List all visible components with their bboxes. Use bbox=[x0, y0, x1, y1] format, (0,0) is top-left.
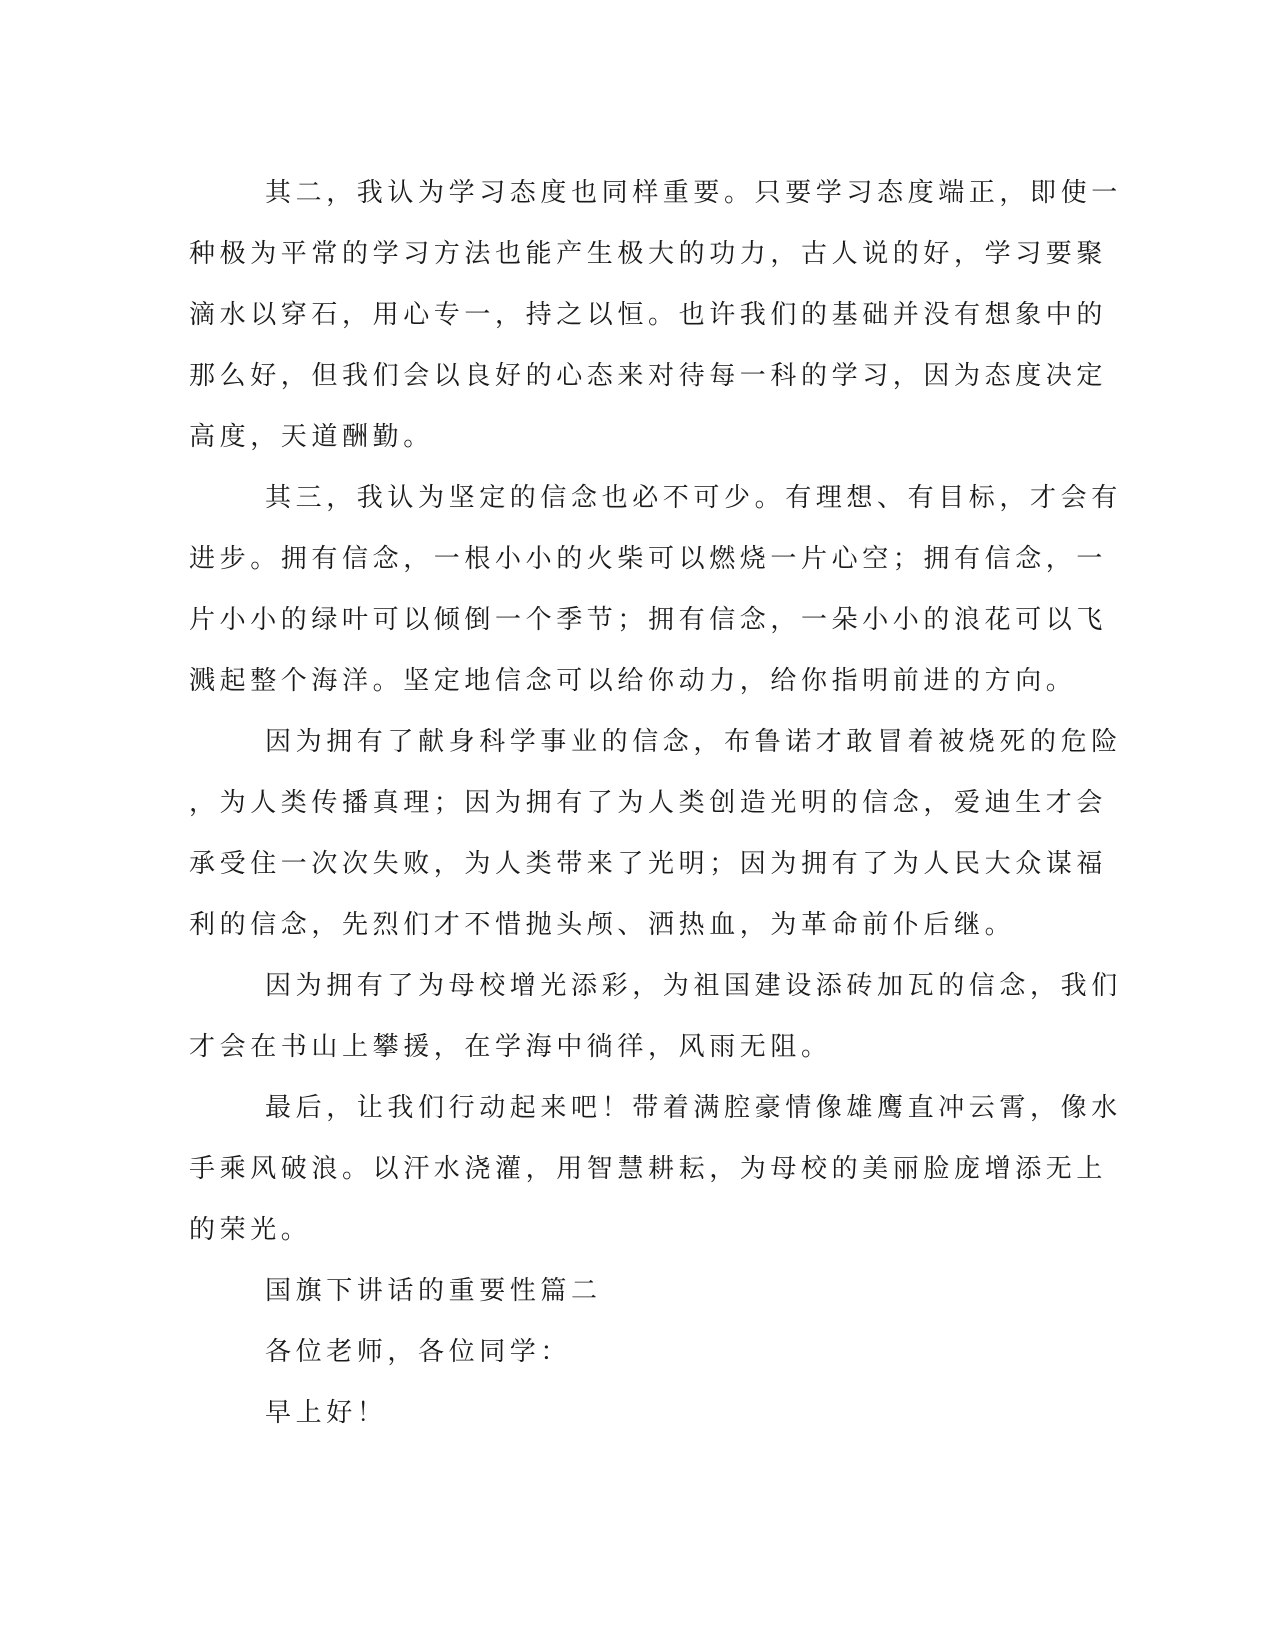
document-body bbox=[189, 163, 1122, 1444]
paragraph-line: 因为拥有了为母校增光添彩，为祖国建设添砖加瓦的信念，我们 bbox=[265, 971, 1122, 1001]
paragraph-line: 利的信念，先烈们才不惜抛头颅、洒热血，为革命前仆后继。 bbox=[189, 910, 1016, 940]
paragraph-line: 其二，我认为学习态度也同样重要。只要学习态度端正，即使一 bbox=[265, 178, 1122, 208]
paragraph-line: ，为人类传播真理；因为拥有了为人类创造光明的信念，爱迪生才会 bbox=[189, 788, 1108, 818]
section-heading: 国旗下讲话的重要性篇二 bbox=[265, 1276, 602, 1306]
paragraph-line: 手乘风破浪。以汗水浇灌，用智慧耕耘，为母校的美丽脸庞增添无上 bbox=[189, 1154, 1108, 1184]
paragraph-line: 片小小的绿叶可以倾倒一个季节；拥有信念，一朵小小的浪花可以飞 bbox=[189, 605, 1108, 635]
paragraph-line: 溅起整个海洋。坚定地信念可以给你动力，给你指明前进的方向。 bbox=[189, 666, 1077, 696]
paragraph-line: 种极为平常的学习方法也能产生极大的功力，古人说的好，学习要聚 bbox=[189, 239, 1108, 269]
paragraph-line: 其三，我认为坚定的信念也必不可少。有理想、有目标，才会有 bbox=[265, 483, 1122, 513]
paragraph-line: 滴水以穿石，用心专一，持之以恒。也许我们的基础并没有想象中的 bbox=[189, 300, 1108, 330]
paragraph-line: 因为拥有了献身科学事业的信念，布鲁诺才敢冒着被烧死的危险 bbox=[265, 727, 1122, 757]
paragraph-line: 承受住一次次失败，为人类带来了光明；因为拥有了为人民大众谋福 bbox=[189, 849, 1108, 879]
salutation: 各位老师，各位同学： bbox=[265, 1337, 572, 1367]
paragraph-line: 最后，让我们行动起来吧！带着满腔豪情像雄鹰直冲云霄，像水 bbox=[265, 1093, 1122, 1123]
greeting: 早上好！ bbox=[265, 1398, 388, 1428]
paragraph-line: 那么好，但我们会以良好的心态来对待每一科的学习，因为态度决定 bbox=[189, 361, 1108, 391]
paragraph-line: 进步。拥有信念，一根小小的火柴可以燃烧一片心空；拥有信念，一 bbox=[189, 544, 1108, 574]
paragraph-line: 才会在书山上攀援，在学海中徜徉，风雨无阻。 bbox=[189, 1032, 832, 1062]
paragraph-line: 高度，天道酬勤。 bbox=[189, 422, 434, 452]
paragraph-line: 的荣光。 bbox=[189, 1215, 312, 1245]
